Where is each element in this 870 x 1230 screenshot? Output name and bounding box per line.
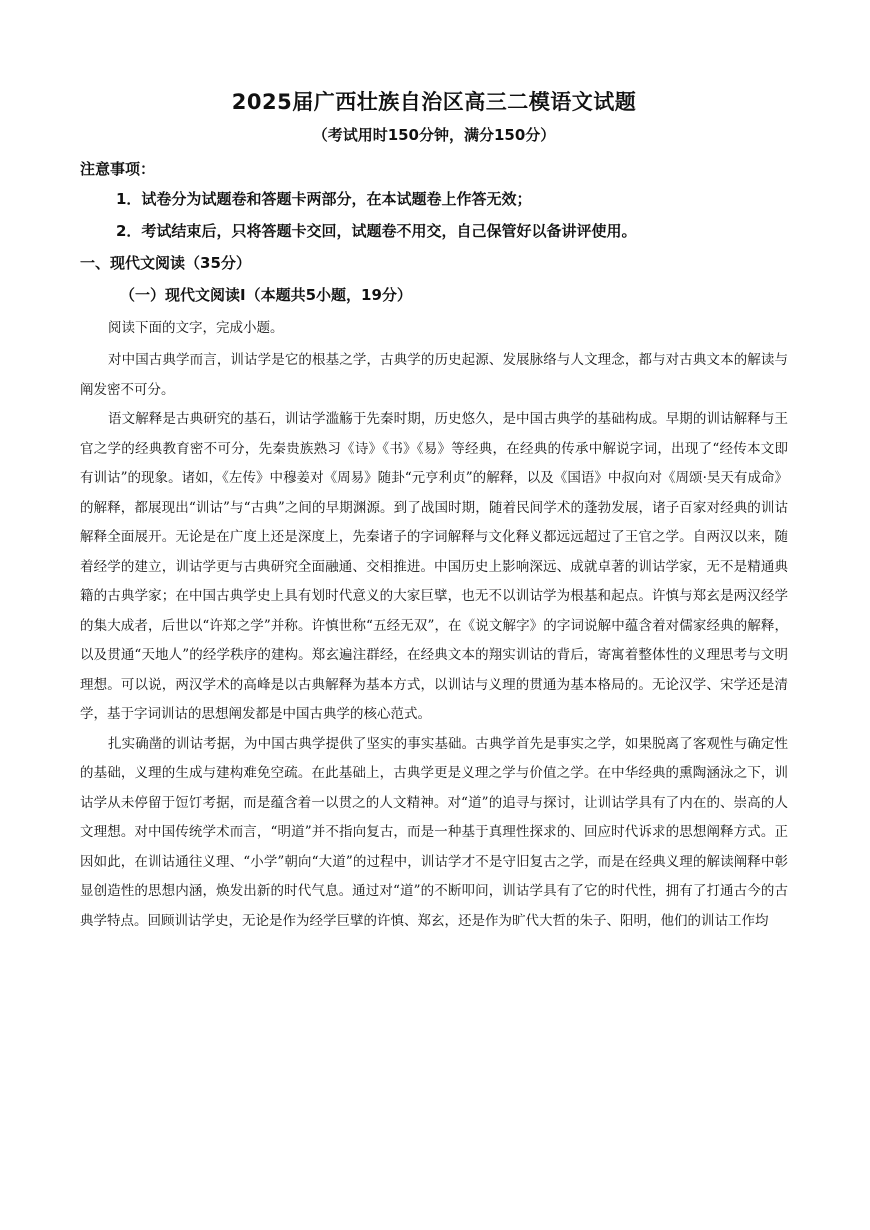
notice-heading: 注意事项： xyxy=(80,160,156,178)
notice-item-2: 2．考试结束后，只将答题卡交回，试题卷不用交，自己保管好以备讲评使用。 xyxy=(116,222,637,240)
reading-instruction: 阅读下面的文字，完成小题。 xyxy=(108,320,284,336)
passage-paragraph-2: 语文解释是古典研究的基石，训诂学滥觞于先秦时期，历史悠久，是中国古典学的基础构成。早期的训诂解释与王官之学的经典教育密不可分，先秦贵族熟习《诗》《书》《易》等经典，在经典的传承中解说字词，出现了“经传本文即有训诂”的现象。诸如，《左传》中穆姜对《周易》随卦“元亨利贞”的解释，以及《国语》中叔向对《周颂·昊天有成命》的解释，都展现出“训诂”与“古典”之间的早期渊源。到了战国时期，随着民间学术的蓬勃发展，诸子百家对经典的训诂解释全面展开。无论是在广度上还是深度上，先秦诸子的字词解释与文化释义都远远超过了王官之学。自两汉以来，随着经学的建立，训诂学更与古典研究全面融通、交相推进。中国历史上影响深远、成就卓著的训诂学家，无不是精通典籍的古典学家；在中国古典学史上具有划时代意义的大家巨擘，也无不以训诂学为根基和起点。许慎与郑玄是两汉经学的集大成者，后世以“许郑之学”并称。许慎世称“五经无双”，在《说文解字》的字词说解中蕴含着对儒家经典的解释，以及贯通“天地人”的经学秩序的建构。郑玄遍注群经，在经典文本的翔实训诂的背后，寄寓着整体性的义理思考与文明理想。可以说，两汉学术的高峰是以古典解释为基本方式，以训诂与义理的贯通为基本格局的。无论汉学、宋学还是清学，基于字词训诂的思想阐发都是中国古典学的核心范式。 xyxy=(80,411,788,722)
passage-paragraph-1: 对中国古典学而言，训诂学是它的根基之学，古典学的历史起源、发展脉络与人文理念，都与对古典文本的解读与阐发密不可分。 xyxy=(80,352,788,398)
exam-subtitle: （考试用时150分钟，满分150分） xyxy=(312,126,556,144)
passage-paragraph-3: 扎实确凿的训诂考据，为中国古典学提供了坚实的事实基础。古典学首先是事实之学，如果脱离了客观性与确定性的基础，义理的生成与建构难免空疏。在此基础上，古典学更是义理之学与价值之学。在中华经典的熏陶涵泳之下，训诂学从未停留于饾饤考据，而是蕴含着一以贯之的人文精神。对“道”的追寻与探讨，让训诂学具有了内在的、崇高的人文理想。对中国传统学术而言，“明道”并不指向复古，而是一种基于真理性探求的、回应时代诉求的思想阐释方式。正因如此，在训诂通往义理、“小学”朝向“大道”的过程中，训诂学才不是守旧复古之学，而是在经典义理的解读阐释中彰显创造性的思想内涵，焕发出新的时代气息。通过对“道”的不断叩问，训诂学具有了它的时代性，拥有了打通古今的古典学特点。回顾训诂学史，无论是作为经学巨擘的许慎、郑玄，还是作为旷代大哲的朱子、阳明，他们的训诂工作均 xyxy=(80,735,788,929)
subsection-heading: （一）现代文阅读Ⅰ（本题共5小题，19分） xyxy=(120,286,412,304)
exam-title: 2025届广西壮族自治区高三二模语文试题 xyxy=(231,90,637,114)
section-heading: 一、现代文阅读（35分） xyxy=(80,254,251,272)
notice-item-1: 1．试卷分为试题卷和答题卡两部分，在本试题卷上作答无效； xyxy=(116,190,532,208)
